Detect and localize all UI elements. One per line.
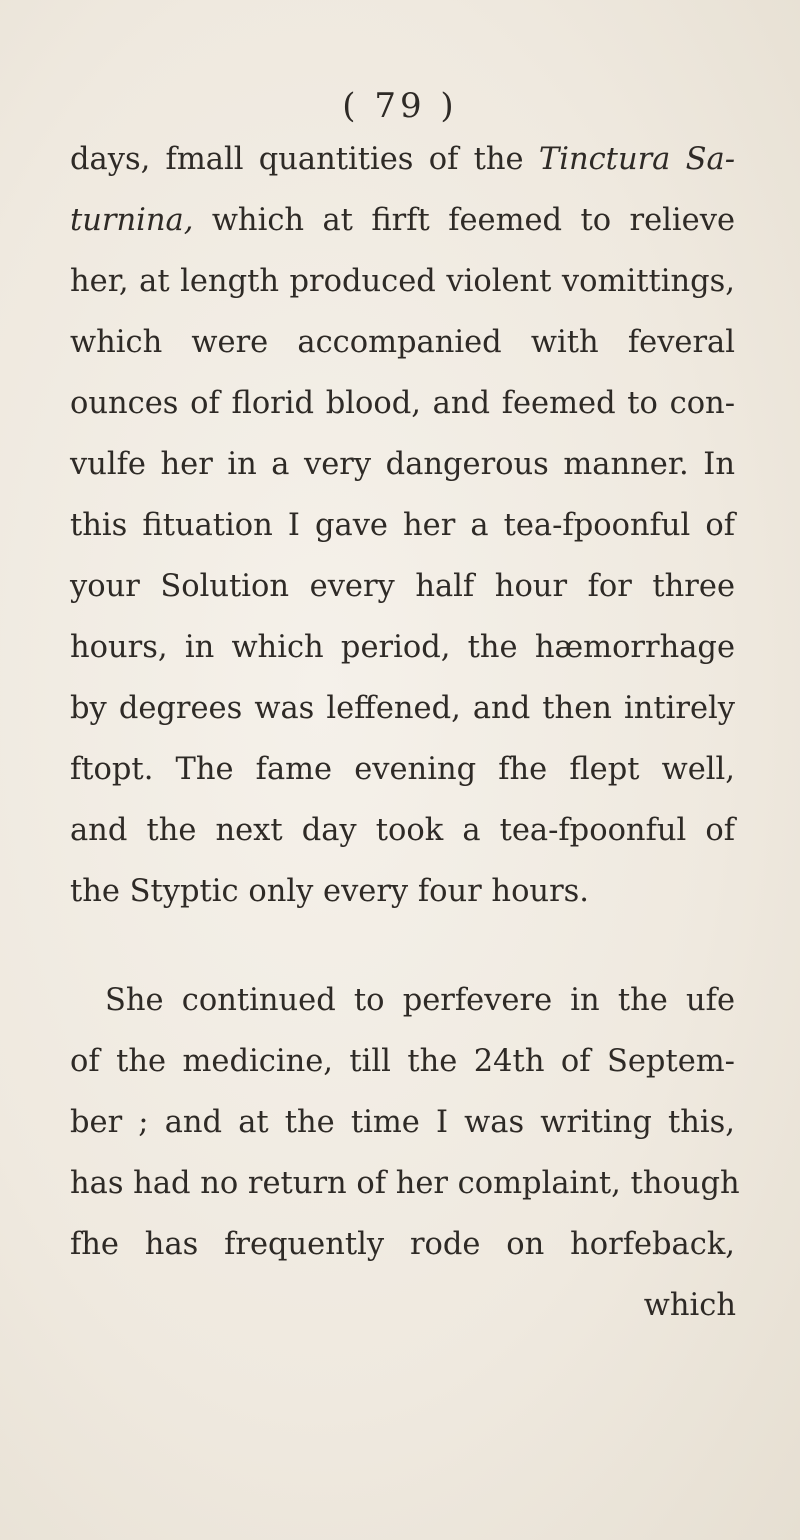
text-line-1: days, fmall quantities of the Tinctura Sa-: [70, 142, 735, 177]
text-line-12: and the next day took a tea-fpoonful of: [70, 813, 735, 848]
page-number: ( 79 ): [342, 86, 458, 126]
text-line-4: which were accompanied with feveral: [70, 325, 735, 360]
text-line-3: her, at length produced violent vomittings,: [70, 264, 735, 299]
text-line-9: hours, in which period, the hæmorrhage: [70, 630, 735, 665]
text-line-7: this fituation I gave her a tea-fpoonful of: [70, 508, 735, 543]
text-line-14: She continued to perfevere in the ufe: [105, 983, 735, 1018]
text-line-15: of the medicine, till the 24th of Septem-: [70, 1044, 735, 1079]
text-line-17: has had no return of her complaint, though: [70, 1166, 740, 1201]
catchword: which: [643, 1288, 736, 1323]
text-line-13: the Styptic only every four hours.: [70, 874, 590, 909]
text-line-5: ounces of florid blood, and feemed to con-: [70, 386, 735, 421]
text-line-10: by degrees was leffened, and then intirely: [70, 691, 735, 726]
text-line-16: ber ; and at the time I was writing this,: [70, 1105, 735, 1140]
text-line-8: your Solution every half hour for three: [70, 569, 735, 604]
text-line-18: fhe has frequently rode on horfeback,: [70, 1227, 735, 1262]
text-line-6: vulfe her in a very dangerous manner. In: [70, 447, 735, 482]
text-line-2: turnina, which at firft feemed to relieve: [70, 203, 735, 238]
text-line-11: ftopt. The fame evening fhe flept well,: [70, 752, 735, 787]
